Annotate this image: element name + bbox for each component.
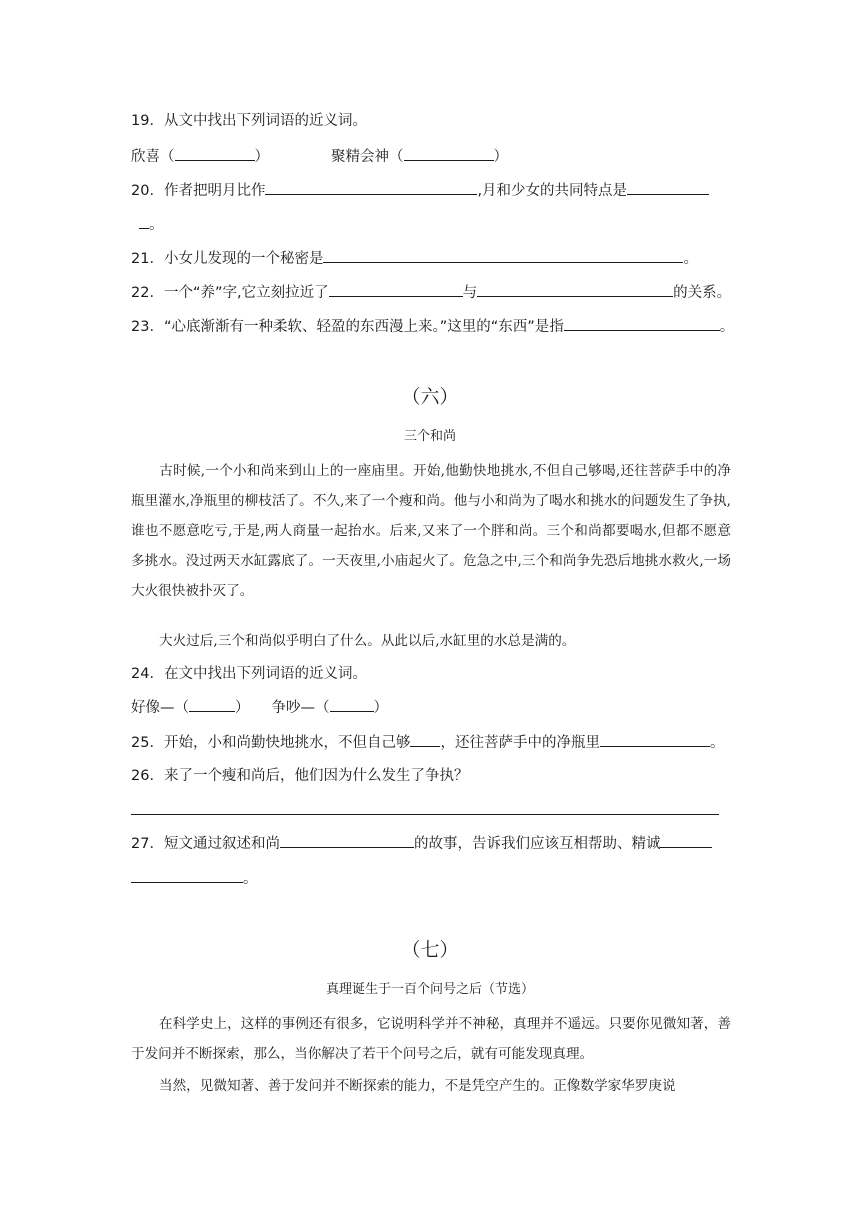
word-label: 欣喜（: [131, 149, 175, 165]
question-text: 21．小女儿发现的一个秘密是: [131, 251, 324, 267]
question-23: [131, 316, 734, 337]
word-label: 聚精会神（: [331, 149, 404, 165]
answer-blank[interactable]: [600, 732, 710, 747]
answer-blank[interactable]: [330, 697, 374, 712]
answer-blank[interactable]: [627, 180, 709, 195]
answer-blank[interactable]: [329, 282, 463, 297]
question-text: 25．开始，小和尚勤快地挑水，不但自己够: [131, 735, 411, 751]
answer-blank[interactable]: [265, 180, 477, 195]
section-heading: （七）: [401, 939, 459, 961]
answer-blank[interactable]: [410, 732, 440, 747]
passage-title: 真理诞生于一百个问号之后（节选）: [325, 982, 534, 997]
question-24-words: [131, 697, 388, 718]
question-20: [131, 180, 709, 201]
answer-blank[interactable]: [323, 248, 683, 263]
question-26: 26．来了一个瘦和尚后，他们因为什么发生了争执？: [131, 768, 469, 784]
question-27-cont: [131, 868, 258, 889]
section-heading: （六）: [401, 386, 459, 408]
answer-blank[interactable]: [564, 316, 720, 331]
question-19: 19．从文中找出下列词语的近义词。: [131, 113, 367, 129]
bracket: ）: [254, 149, 269, 165]
question-text: 。: [149, 217, 164, 233]
question-27: [131, 833, 712, 854]
answer-blank[interactable]: [131, 868, 243, 883]
question-text: 。: [243, 871, 258, 887]
question-text: 22．一个“养”字,它立刻拉近了: [131, 285, 329, 301]
question-19-words: [131, 146, 508, 167]
bracket: ）: [493, 149, 508, 165]
passage-paragraph: 在科学史上，这样的事例还有很多，它说明科学并不神秘，真理并不遥远。只要你见微知著，善于发问并不断探索，那么，当你解决了若干个问号之后，就有可能发现真理。: [131, 1016, 731, 1062]
answer-line[interactable]: [131, 814, 719, 815]
question-21: [131, 248, 698, 269]
answer-blank[interactable]: [189, 697, 235, 712]
question-20-cont: [139, 214, 164, 235]
question-text: ,月和少女的共同特点是: [477, 183, 628, 199]
passage-title: 三个和尚: [403, 429, 456, 444]
passage-paragraph: 大火过后,三个和尚似乎明白了什么。从此以后,水缸里的水总是满的。: [159, 633, 576, 649]
answer-blank[interactable]: [477, 282, 673, 297]
answer-blank[interactable]: [175, 146, 255, 161]
question-text: 。: [683, 251, 698, 267]
question-text: 与: [462, 285, 478, 301]
question-text: 的故事，告诉我们应该互相帮助、精诚: [413, 836, 661, 852]
word-label: 争吵—（: [271, 700, 330, 716]
question-text: 的关系。: [673, 285, 732, 301]
answer-blank[interactable]: [404, 146, 494, 161]
question-25: [131, 732, 724, 753]
question-text: 27．短文通过叙述和尚: [131, 836, 280, 852]
passage-paragraph: 当然，见微知著、善于发问并不断探索的能力，不是凭空产生的。正像数学家华罗庚说: [159, 1078, 676, 1094]
question-text: ，还往菩萨手中的净瓶里: [440, 735, 600, 751]
bracket: ）: [235, 700, 250, 716]
question-24: 24．在文中找出下列词语的近义词。: [131, 666, 367, 682]
question-text: 23．“心底渐渐有一种柔软、轻盈的东西漫上来。”这里的“东西”是指: [131, 319, 564, 335]
word-label: 好像—（: [131, 700, 189, 716]
question-text: 20．作者把明月比作: [131, 183, 266, 199]
question-text: 。: [719, 319, 735, 335]
question-22: [131, 282, 731, 303]
answer-blank[interactable]: [280, 833, 414, 848]
passage-paragraph: 古时候,一个小和尚来到山上的一座庙里。开始,他勤快地挑水,不但自己够喝,还往菩萨手中的净瓶里灌水,净瓶里的柳枝活了。不久,来了一个瘦和尚。他与小和尚为了喝水和挑水的问题发生了争执,谁也不愿意吃亏,于是,两人商量一起抬水。后来,又来了一个胖和尚。三个和尚都要喝水,但都不愿意多挑水。没过两天水缸露底了。一天夜里,小庙起火了。危急之中,三个和尚争先恐后地挑水救火,一场大火很快被扑灭了。: [131, 463, 731, 599]
bracket: ）: [373, 700, 388, 716]
answer-blank[interactable]: [660, 833, 712, 848]
question-text: 。: [709, 735, 725, 751]
answer-blank[interactable]: [139, 214, 149, 229]
